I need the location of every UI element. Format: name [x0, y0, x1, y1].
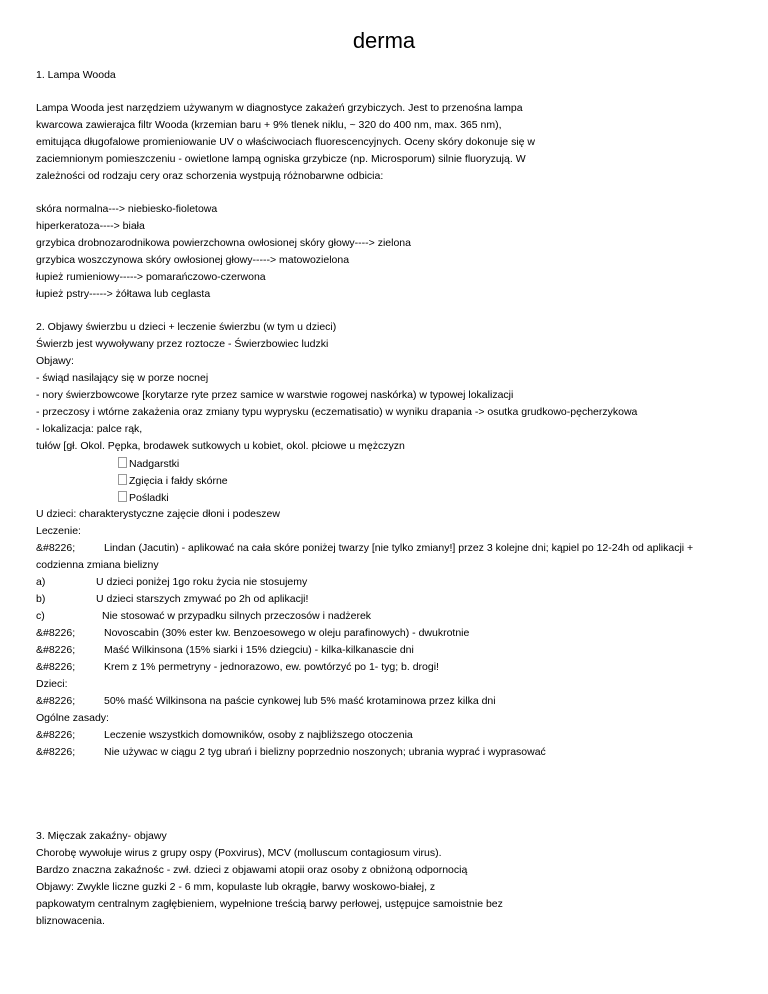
- text-line: hiperkeratoza----> biała: [36, 220, 145, 232]
- sub-bullet: [118, 457, 127, 468]
- text-line: zależności od rodzaju cery oraz schorzenia wystpują różnobarwne odbicia:: [36, 170, 384, 182]
- sub-list-text: Nadgarstki: [129, 458, 180, 470]
- text-line: emitująca długofalowe promieniowanie UV o właściwociach fluorescencyjnych. Oceny skóry dokonuje się w: [36, 136, 535, 148]
- text-line: Dzieci:: [36, 678, 68, 690]
- text-line: Ogólne zasady:: [36, 712, 109, 724]
- list-item-text: Nie używac w ciągu 2 tyg ubrań i bielizny poprzednio noszonych; ubrania wyprać i wyprasować: [104, 746, 546, 758]
- list-item-text: Leczenie wszystkich domowników, osoby z najbliższego otoczenia: [104, 729, 413, 741]
- sub-list-item: [118, 457, 179, 471]
- list-marker: &#8226;: [36, 627, 76, 639]
- text-line: Chorobę wywołuje wirus z grupy ospy (Poxvirus), MCV (molluscum contagiosum virus).: [36, 847, 442, 859]
- text-line: U dzieci: charakterystyczne zajęcie dłoni i podeszew: [36, 508, 280, 520]
- text-line: grzybica woszczynowa skóry owłosionej głowy-----> matowozielona: [36, 254, 350, 266]
- text-line: - nory świerzbowcowe [korytarze ryte przez samice w warstwie rogowej naskórka) w typowej lokalizacji: [36, 389, 514, 401]
- text-line: tułów [gł. Okol. Pępka, brodawek sutkowych u kobiet, okol. płciowe u mężczyzn: [36, 440, 405, 452]
- text-line: - przeczosy i wtórne zakażenia oraz zmiany typu wyprysku (eczematisatio) w wyniku drapania -> osutka grudkowo-pęcherzykowa: [36, 406, 638, 418]
- sub-list-text: Pośladki: [129, 492, 169, 504]
- document-title: derma: [352, 28, 416, 53]
- sub-bullet: [118, 474, 127, 485]
- text-line: Leczenie:: [36, 525, 81, 537]
- list-item-text: Novoscabin (30% ester kw. Benzoesowego w oleju parafinowych) - dwukrotnie: [104, 627, 470, 639]
- text-line: grzybica drobnozarodnikowa powierzchowna owłosionej skóry głowy----> zielona: [36, 237, 411, 249]
- list-marker: &#8226;: [36, 729, 76, 741]
- list-item-text: Maść Wilkinsona (15% siarki i 15% dziegciu) - kilka-kilkanascie dni: [104, 644, 414, 656]
- text-line: Lampa Wooda jest narzędziem używanym w diagnostyce zakażeń grzybiczych. Jest to przenośna lampa: [36, 102, 523, 114]
- list-marker: &#8226;: [36, 661, 76, 673]
- text-line: 1. Lampa Wooda: [36, 69, 116, 81]
- text-line: Objawy: Zwykle liczne guzki 2 - 6 mm, kopulaste lub okrągłe, barwy woskowo-białej, z: [36, 881, 436, 893]
- text-line: - lokalizacja: palce rąk,: [36, 423, 143, 435]
- sub-bullet: [118, 491, 127, 502]
- text-line: - świąd nasilający się w porze nocnej: [36, 372, 209, 384]
- sub-list-item: [118, 491, 169, 505]
- list-item-text: U dzieci poniżej 1go roku życia nie stosujemy: [96, 576, 308, 588]
- list-item-text: U dzieci starszych zmywać po 2h od aplikacji!: [96, 593, 309, 605]
- list-item-text: 50% maść Wilkinsona na paście cynkowej lub 5% maść krotaminowa przez kilka dni: [104, 695, 496, 707]
- list-item-text: Lindan (Jacutin) - aplikować na cała skóre poniżej twarzy [nie tylko zmiany!] przez 3 kolejne dni; kąpiel po 12-24h od aplikacji +: [104, 542, 694, 554]
- text-line: kwarcowa zawierajca filtr Wooda (krzemian baru + 9% tlenek niklu, ~ 320 do 400 nm, max. 365 nm),: [36, 119, 502, 131]
- list-marker: &#8226;: [36, 695, 76, 707]
- text-line: papkowatym centralnym zagłębieniem, wypełnione treścią barwy perłowej, ustępujce samoistnie bez: [36, 898, 503, 910]
- list-item-text: Nie stosować w przypadku silnych przeczosów i nadżerek: [102, 610, 372, 622]
- list-marker: c): [36, 610, 45, 622]
- text-line: łupież pstry-----> żółtawa lub ceglasta: [36, 288, 211, 300]
- sub-list-item: [118, 474, 228, 488]
- sub-list-text: Zgięcia i fałdy skórne: [129, 475, 228, 487]
- text-line: Świerzb jest wywoływany przez roztocze - Świerzbowiec ludzki: [36, 338, 329, 350]
- list-marker: &#8226;: [36, 746, 76, 758]
- text-line: Bardzo znaczna zakaźnośc - zwł. dzieci z objawami atopii oraz osoby z obniżoną odpornocią: [36, 864, 468, 876]
- list-marker: a): [36, 576, 46, 588]
- text-line: łupież rumieniowy-----> pomarańczowo-czerwona: [36, 271, 266, 283]
- text-line: 3. Mięczak zakaźny- objawy: [36, 830, 167, 842]
- text-line: zaciemnionym pomieszczeniu - owietlone lampą ogniska grzybicze (np. Microsporum) silnie fluoryzują. W: [36, 153, 526, 165]
- text-line: 2. Objawy świerzbu u dzieci + leczenie świerzbu (w tym u dzieci): [36, 321, 337, 333]
- list-marker: b): [36, 593, 46, 605]
- list-item-text: Krem z 1% permetryny - jednorazowo, ew. powtórzyć po 1- tyg; b. drogi!: [104, 661, 439, 673]
- list-marker: &#8226;: [36, 542, 76, 554]
- text-line: skóra normalna---> niebiesko-fioletowa: [36, 203, 218, 215]
- list-marker: &#8226;: [36, 644, 76, 656]
- text-line: bliznowacenia.: [36, 915, 105, 927]
- text-line: Objawy:: [36, 355, 74, 367]
- text-line: codzienna zmiana bielizny: [36, 559, 159, 571]
